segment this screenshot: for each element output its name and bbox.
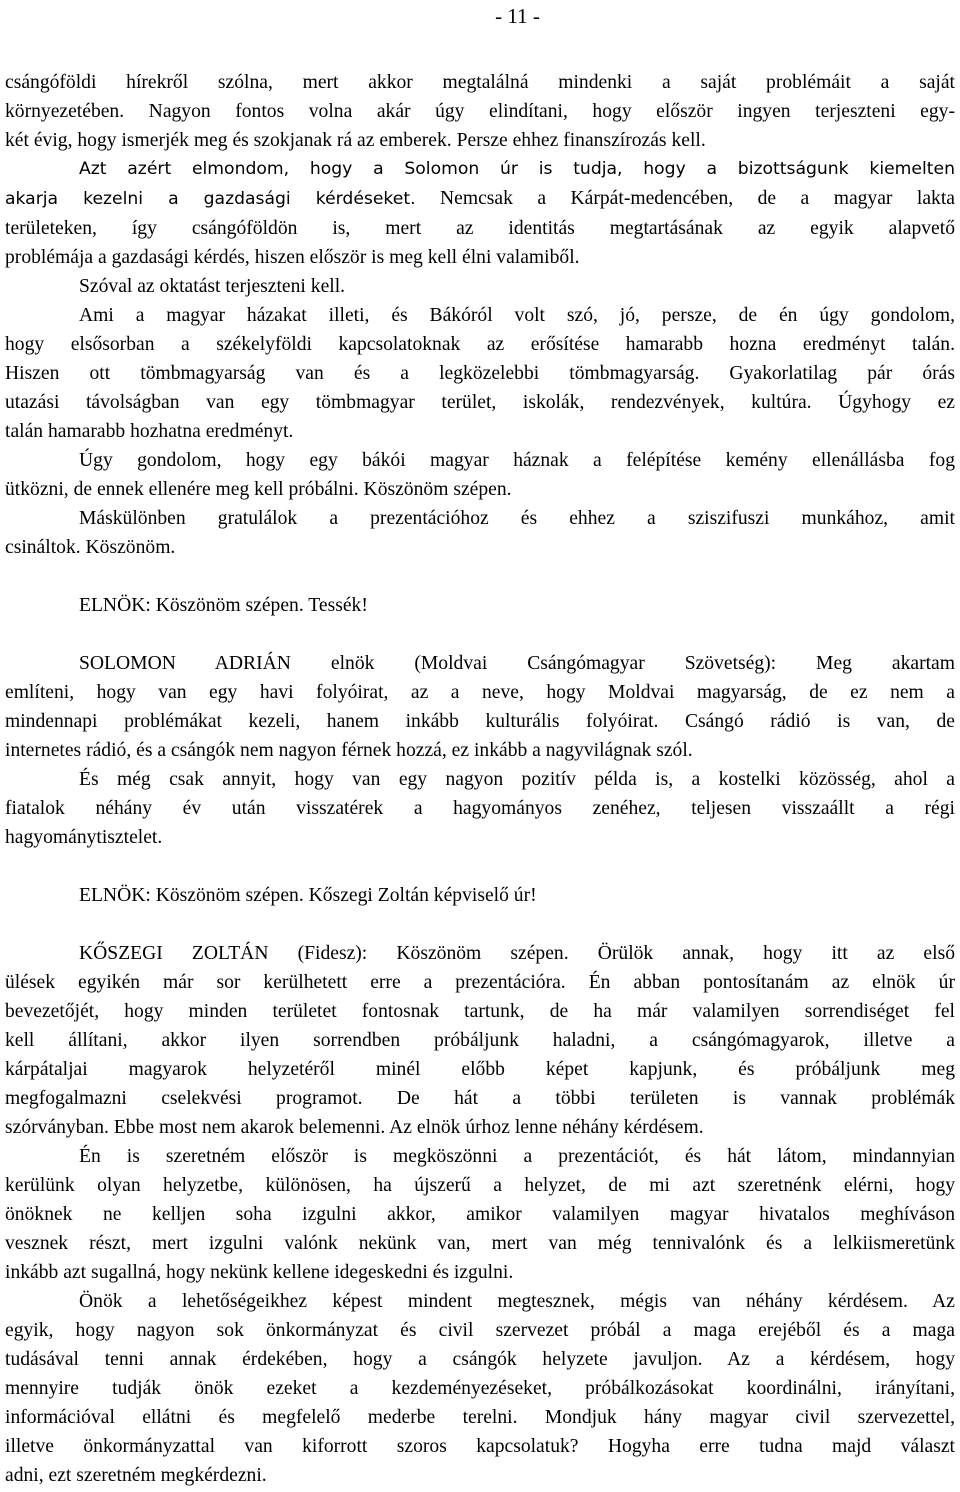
text-line: információval ellátni és megfelelő mederbe terelni. Mondjuk hány magyar civil szervezettel, [5,1407,955,1428]
text-line: szórványban. Ebbe most nem akarok belemenni. Az elnök úrhoz lenne néhány kérdésem. [5,1117,704,1138]
text-line: adni, ezt szeretném megkérdezni. [5,1465,267,1486]
spacer [5,620,955,649]
text-line: területeken, így csángóföldön is, mert az identitás megtartásának az egyik alapvető [5,218,955,239]
text-line: KŐSZEGI ZOLTÁN (Fidesz): Köszönöm szépen. Örülök annak, hogy itt az első [79,943,955,964]
text-line: inkább azt sugallná, hogy nekünk kellene idegeskedni és izgulni. [5,1262,514,1283]
spacer [5,910,955,939]
text-line: fiatalok néhány év után visszatérek a hagyományos zenéhez, teljesen visszaállt a régi [5,798,955,819]
text-run: akarja kezelni a gazdasági kérdéseket. [5,189,416,209]
text-line: tudásával tenni annak érdekében, hogy a csángók helyzete javuljon. Az a kérdésem, hogy [5,1349,955,1370]
paragraph-chair-2 [5,881,955,910]
paragraph-solomon-2 [5,765,955,852]
text-line: utazási távolságban van egy tömbmagyar terület, iskolák, rendezvények, kultúra. Úgyhogy ez [5,392,955,413]
text-line: bevezetőjét, hogy minden területet fontosnak tartunk, de ha már valamilyen sorrendiséget fel [5,1001,955,1022]
text-line [5,184,955,214]
text-line: ELNÖK: Köszönöm szépen. Kőszegi Zoltán képviselő úr! [79,885,537,906]
paragraph-chair-1 [5,591,955,620]
text-line: talán hamarabb hozhatna eredményt. [5,421,294,442]
text-line: két évig, hogy ismerjék meg és szokjanak rá az emberek. Persze ehhez finanszírozás kell. [5,130,706,151]
text-line: Ami a magyar házakat illeti, és Bákóról volt szó, jó, persze, de én úgy gondolom, [79,305,955,326]
paragraph-koszegi [5,939,955,1142]
text-line: ülések egyikén már sor kerülhetett erre a prezentációra. Én abban pontosítanám az elnök úr [5,972,955,993]
text-line: Önök a lehetőségeikhez képest mindent megtesznek, mégis van néhány kérdésem. Az [79,1291,955,1312]
paragraph-5 [5,446,955,504]
text-line: egyik, hogy nagyon sok önkormányzat és civil szervezet próbál a maga erejéből és a maga [5,1320,955,1341]
text-line: És még csak annyit, hogy van egy nagyon pozitív példa is, a kostelki közösség, ahol a [79,769,955,790]
text-line: ELNÖK: Köszönöm szépen. Tessék! [79,595,368,616]
text-line: csináltok. Köszönöm. [5,537,176,558]
text-line: problémája a gazdasági kérdés, hiszen először is meg kell élni valamiből. [5,247,580,268]
paragraph-4 [5,301,955,446]
text-line: hagyománytisztelet. [5,827,163,848]
page-number: - 11 - [495,4,540,28]
text-line: önöknek ne kelljen soha izgulni akkor, amikor valamilyen magyar hivatalos meghíváson [5,1204,955,1225]
text-line: internetes rádió, és a csángók nem nagyon férnek hozzá, ez inkább a nagyvilágnak szól. [5,740,693,761]
paragraph-koszegi-2 [5,1142,955,1287]
spacer [5,562,955,591]
text-line: mindennapi problémákat kezeli, hanem inkább kulturális folyóirat. Csángó rádió is van, de [5,711,955,732]
text-line: megfogalmazni cselekvési programot. De hát a többi területen is vannak problémák [5,1088,955,1109]
text-line: Úgy gondolom, hogy egy bákói magyar háznak a felépítése kemény ellenállásba fog [79,450,955,471]
paragraph-3 [5,272,955,301]
document-body [5,68,955,1490]
text-line: ütközni, de ennek ellenére meg kell próbálni. Köszönöm szépen. [5,479,512,500]
text-line: Hiszen ott tömbmagyarság van és a legközelebbi tömbmagyarság. Gyakorlatilag pár órás [5,363,955,384]
text-line: vesznek részt, mert izgulni valónk nekünk van, mert van még tennivalónk és a lelkiismeretünk [5,1233,955,1254]
text-line: Azt azért elmondom, hogy a Solomon úr is tudja, hogy a bizottságunk kiemelten [79,159,955,179]
text-line: kell állítani, akkor ilyen sorrendben próbáljunk haladni, a csángómagyarok, illetve a [5,1030,955,1051]
text-line: környezetében. Nagyon fontos volna akár úgy elindítani, hogy először ingyen terjeszteni egy- [5,101,955,122]
text-line: említeni, hogy van egy havi folyóirat, az a neve, hogy Moldvai magyarság, de ez nem a [5,682,955,703]
text-line: Én is szeretném először is megköszönni a prezentációt, és hát látom, mindannyian [79,1146,955,1167]
spacer [5,852,955,881]
text-line: SOLOMON ADRIÁN elnök (Moldvai Csángómagyar Szövetség): Meg akartam [79,653,955,674]
text-line: kerülünk olyan helyzetbe, különösen, ha újszerű a helyzet, de mi azt szeretnénk elérni, hogy [5,1175,955,1196]
paragraph-2 [5,155,955,272]
text-line: hogy elsősorban a székelyföldi kapcsolatoknak az erősítése hamarabb hozna eredményt talán. [5,334,955,355]
paragraph-koszegi-3 [5,1287,955,1490]
text-line: illetve önkormányzattal van kiforrott szoros kapcsolatuk? Hogyha erre tudna majd választ [5,1436,955,1457]
paragraph-6 [5,504,955,562]
text-line: Szóval az oktatást terjeszteni kell. [79,276,346,297]
text-line: kárpátaljai magyarok helyzetéről minél előbb képet kapjunk, és próbáljunk meg [5,1059,955,1080]
text-line: csángóföldi hírekről szólna, mert akkor megtalálná mindenki a saját problémáit a saját [5,72,955,93]
paragraph-1 [5,68,955,155]
text-line: Máskülönben gratulálok a prezentációhoz és ehhez a sziszifuszi munkához, amit [79,508,955,529]
paragraph-solomon [5,649,955,765]
text-run: Nemcsak a Kárpát-medencében, de a magyar lakta [415,188,955,209]
text-line: mennyire tudják önök ezeket a kezdeményezéseket, próbálkozásokat koordinálni, irányítani, [5,1378,955,1399]
